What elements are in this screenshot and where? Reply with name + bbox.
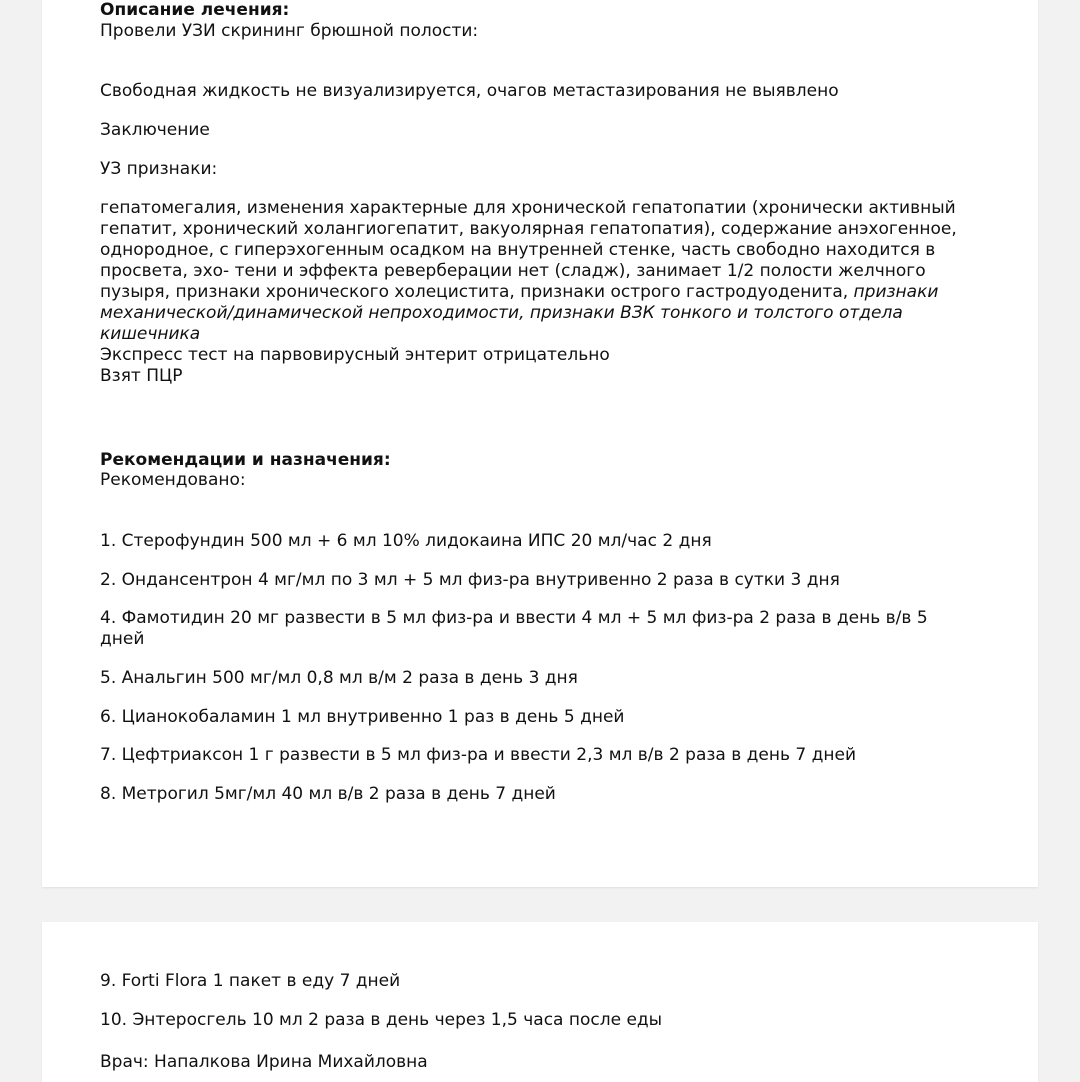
treatment-heading: Описание лечения: bbox=[100, 0, 290, 20]
recommendation-item: 2. Ондансентрон 4 мг/мл по 3 мл + 5 мл физ-ра внутривенно 2 раза в сутки 3 дня bbox=[100, 570, 840, 590]
recommendation-item: 4. Фамотидин 20 мг развести в 5 мл физ-ра и ввести 4 мл + 5 мл физ-ра 2 раза в день в/в 5 bbox=[100, 608, 928, 628]
findings-line: просвета, эхо- тени и эффекта реверберации нет (сладж), занимает 1/2 полости желчного bbox=[100, 261, 926, 281]
recommendation-item: 7. Цефтриаксон 1 г развести в 5 мл физ-ра и ввести 2,3 мл в/в 2 раза в день 7 дней bbox=[100, 745, 857, 765]
findings-italic-line: кишечника bbox=[100, 324, 201, 344]
recommendations-heading: Рекомендации и назначения: bbox=[100, 450, 391, 470]
express-test-text: Экспресс тест на парвовирусный энтерит отрицательно bbox=[100, 345, 610, 365]
recommendations-intro: Рекомендовано: bbox=[100, 470, 246, 490]
document-page-2 bbox=[42, 922, 1038, 1082]
findings-italic-line: механической/динамической непроходимости, признаки ВЗК тонкого и толстого отдела bbox=[100, 303, 903, 323]
findings-line: гепатомегалия, изменения характерные для хронической гепатопатии (хронически активный bbox=[100, 198, 956, 218]
recommendation-item: 6. Цианокобаламин 1 мл внутривенно 1 раз в день 5 дней bbox=[100, 707, 625, 727]
recommendation-item: 8. Метрогил 5мг/мл 40 мл в/в 2 раза в день 7 дней bbox=[100, 784, 556, 804]
us-signs-label: УЗ признаки: bbox=[100, 159, 218, 179]
pcr-text: Взят ПЦР bbox=[100, 366, 183, 386]
recommendation-item: 1. Стерофундин 500 мл + 6 мл 10% лидокаина ИПС 20 мл/час 2 дня bbox=[100, 531, 712, 551]
findings-paragraph bbox=[100, 198, 957, 387]
document-page-1 bbox=[42, 0, 1038, 887]
doctor-signature-line: Врач: Напалкова Ирина Михайловна bbox=[100, 1052, 428, 1072]
recommendation-item-continuation: дней bbox=[100, 629, 145, 649]
conclusion-label: Заключение bbox=[100, 120, 210, 140]
free-fluid-text: Свободная жидкость не визуализируется, очагов метастазирования не выявлено bbox=[100, 81, 839, 101]
recommendation-item: 9. Forti Flora 1 пакет в еду 7 дней bbox=[100, 971, 401, 991]
findings-line: однородное, с гиперэхогенным осадком на внутренней стенке, часть свободно находится в bbox=[100, 240, 936, 260]
findings-line-normal-part: пузыря, признаки хронического холецистита, признаки острого гастродуоденита, bbox=[100, 282, 854, 302]
recommendation-item: 5. Анальгин 500 мг/мл 0,8 мл в/м 2 раза в день 3 дня bbox=[100, 668, 578, 688]
findings-line: гепатит, хронический холангиогепатит, вакуолярная гепатопатия), содержание анэхогенное, bbox=[100, 219, 957, 239]
recommendation-item: 10. Энтеросгель 10 мл 2 раза в день через 1,5 часа после еды bbox=[100, 1010, 663, 1030]
treatment-intro: Провели УЗИ скрининг брюшной полости: bbox=[100, 21, 479, 41]
findings-line-italic-part: признаки bbox=[853, 282, 939, 302]
findings-line-mixed bbox=[100, 282, 957, 303]
